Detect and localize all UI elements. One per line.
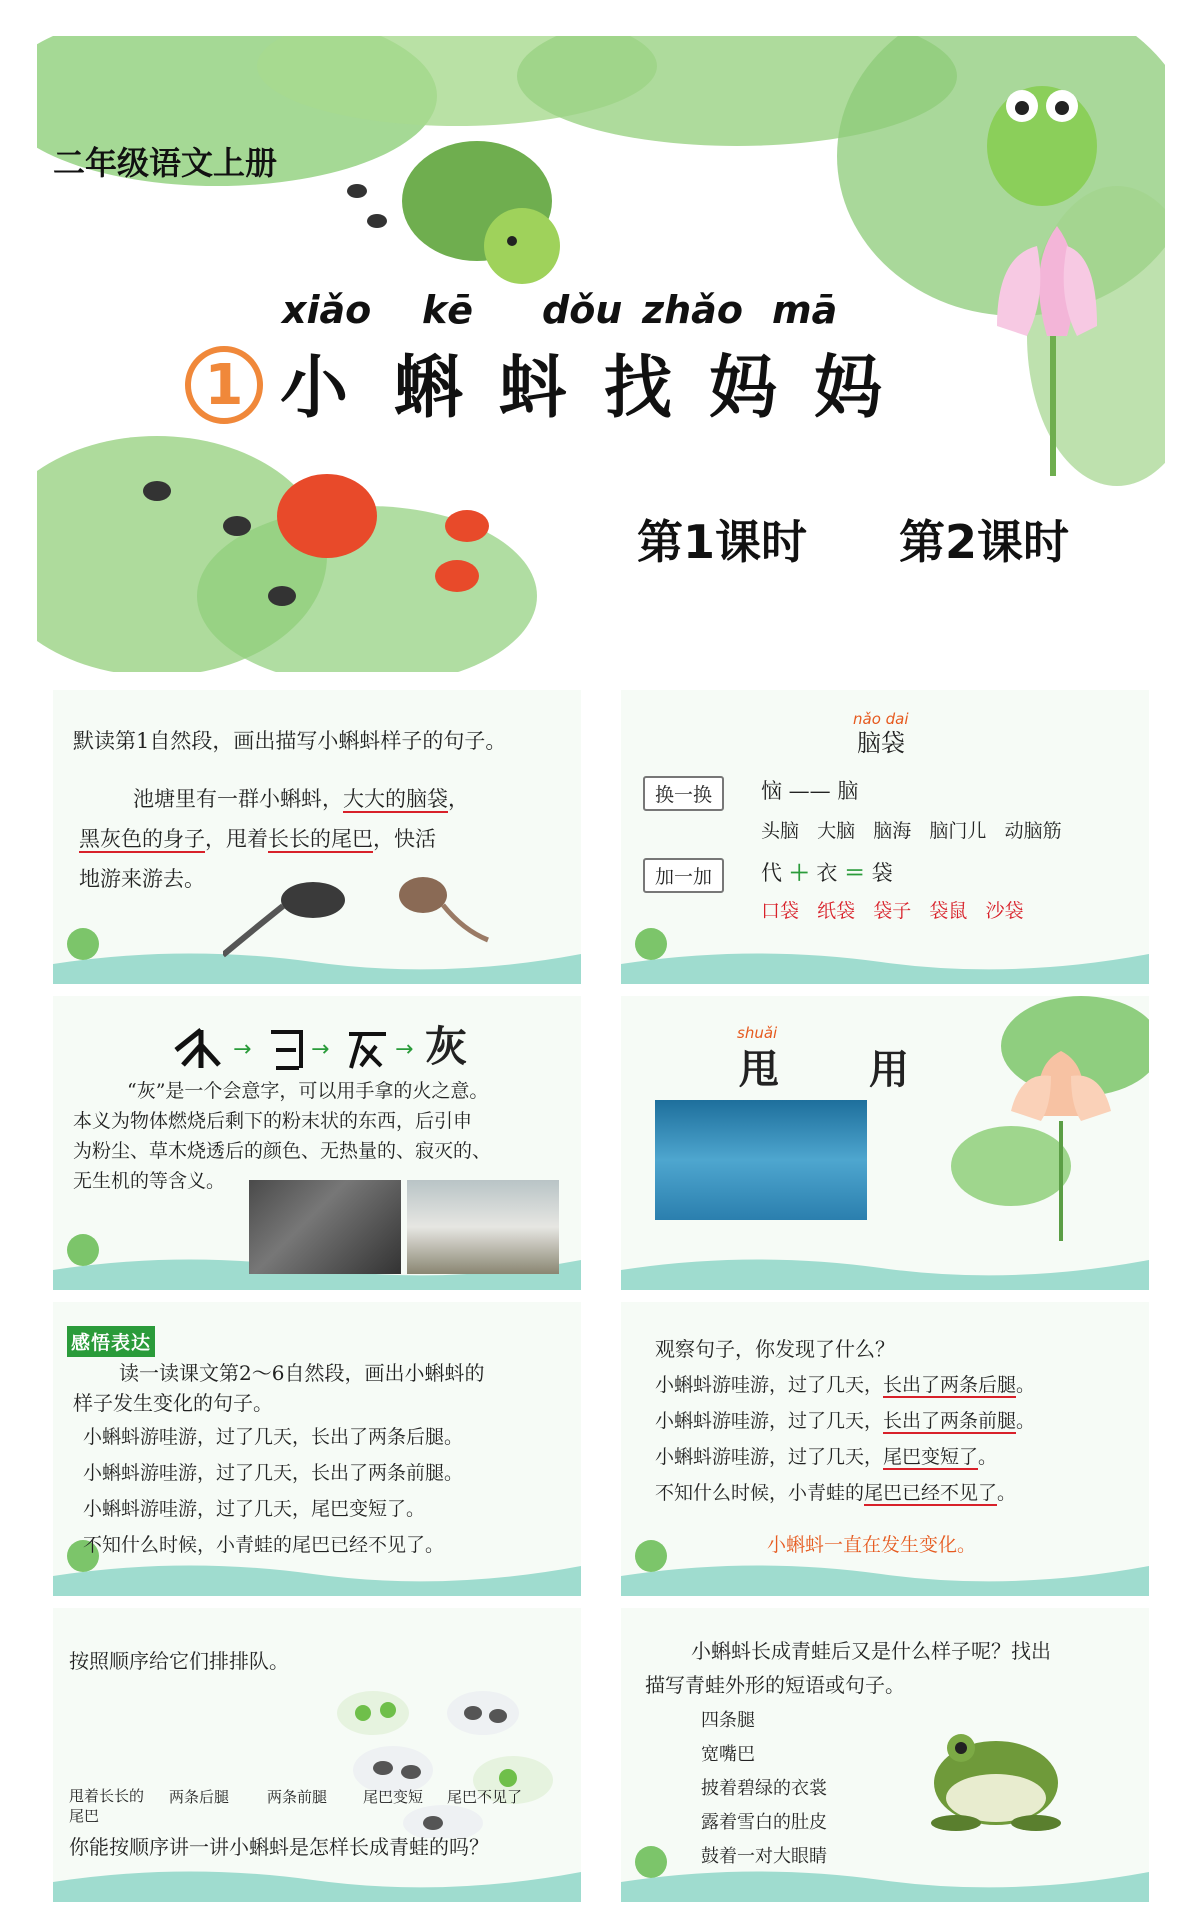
lesson-2-link[interactable]: 第2课时: [899, 515, 1070, 569]
paragraph-line-3: 地游来游去。: [79, 867, 205, 891]
add-label: 加一加: [643, 858, 724, 893]
frog-item-1: 四条腿: [701, 1710, 755, 1731]
char-shuai: 甩: [739, 1046, 779, 1093]
stage-label-1: 甩着长长的尾巴: [69, 1787, 145, 1825]
frog-question-1: 小蝌蚪长成青蛙后又是什么样子呢？找出: [691, 1639, 1051, 1663]
slide-word-naodai: [621, 690, 1149, 984]
stage-label-3: 两条前腿: [267, 1788, 328, 1806]
ash-photo: [249, 1180, 401, 1274]
swap-label: 换一换: [643, 776, 724, 811]
frog-photo: [921, 1718, 1071, 1838]
svg-text:→: →: [233, 1037, 252, 1062]
hero-cover: [37, 36, 1165, 672]
stage-label-2: 两条后腿: [169, 1788, 230, 1806]
sentence-1: 小蝌蚪游哇游，过了几天，长出了两条后腿。: [83, 1426, 464, 1448]
pinyin-xiao: xiǎo: [282, 288, 372, 332]
title-char-3: 蚪: [499, 348, 568, 428]
char-yong: 用: [869, 1046, 909, 1093]
frog-item-4: 露着雪白的肚皮: [701, 1812, 827, 1833]
word: 脑袋: [857, 729, 905, 757]
observe-line-2: 小蝌蚪游哇游，过了几天，长出了两条前腿。: [655, 1410, 1036, 1432]
lesson-1-link[interactable]: 第1课时: [637, 515, 808, 569]
stage-label-4: 尾巴变短: [363, 1788, 424, 1806]
slide-feel-express: [53, 1302, 581, 1596]
explain-line-3: 为粉尘、草木烧透后的颜色、无热量的、寂灭的、: [73, 1140, 492, 1162]
tadpole-photo: [223, 870, 493, 960]
frog-item-5: 鼓着一对大眼睛: [701, 1846, 827, 1867]
svg-text:→: →: [311, 1037, 330, 1062]
section-badge: 感悟表达: [67, 1326, 155, 1357]
intro-line-2: 样子发生变化的句子。: [73, 1391, 273, 1415]
pinyin-ke: kē: [422, 288, 474, 332]
lotus-illustration: [951, 996, 1149, 1246]
swap-rule: 恼 —— 脑: [761, 779, 859, 803]
swap-words: 头脑 大脑 脑海 脑门儿 动脑筋: [761, 820, 1062, 842]
explain-line-1: “灰”是一个会意字，可以用手拿的火之意。: [127, 1080, 489, 1102]
explain-line-2: 本义为物体燃烧后剩下的粉末状的东西，后引申: [73, 1110, 473, 1132]
slide-sequence: [53, 1608, 581, 1902]
observe-line-4: 不知什么时候，小青蛙的尾巴已经不见了。: [655, 1482, 1017, 1504]
observe-line-3: 小蝌蚪游哇游，过了几天，尾巴变短了。: [655, 1446, 998, 1468]
title-char-6: 妈: [814, 348, 883, 428]
word-pinyin: nǎo dai: [853, 710, 909, 728]
lesson-number: 1: [185, 346, 263, 424]
title-char-5: 妈: [709, 348, 778, 428]
water-wave: [621, 924, 1149, 984]
title-char-4: 找: [604, 348, 673, 428]
observe-line-1: 小蝌蚪游哇游，过了几天，长出了两条后腿。: [655, 1374, 1036, 1396]
slide-char-hui: [53, 996, 581, 1290]
add-rule: 代 ＋ 衣 ＝ 袋: [761, 860, 893, 885]
sentence-4: 不知什么时候，小青蛙的尾巴已经不见了。: [83, 1534, 445, 1556]
sequence-instruction: 按照顺序给它们排排队。: [69, 1649, 289, 1673]
swimming-photo: [655, 1100, 867, 1220]
slide-frog-appearance: [621, 1608, 1149, 1902]
paragraph-line-1: 池塘里有一群小蝌蚪，大大的脑袋，: [133, 787, 469, 811]
add-words: 口袋 纸袋 袋子 袋鼠 沙袋: [761, 900, 1024, 922]
title-char-1: 小: [280, 348, 349, 428]
frog-question-2: 描写青蛙外形的短语或句子。: [645, 1673, 905, 1697]
slide-description: [53, 690, 581, 984]
char-pinyin: shuǎi: [737, 1024, 778, 1042]
frog-item-3: 披着碧绿的衣裳: [701, 1778, 827, 1799]
paragraph-line-2: 黑灰色的身子，甩着长长的尾巴，快活: [79, 827, 436, 851]
growth-stages-illustration: [333, 1688, 573, 1838]
observe-question: 观察句子，你发现了什么？: [655, 1337, 895, 1361]
grade-title: 二年级语文上册: [53, 144, 278, 182]
slide-char-shuai: [621, 996, 1149, 1290]
sequence-question: 你能按顺序讲一讲小蝌蚪是怎样长成青蛙的吗？: [69, 1835, 489, 1859]
char-hui: 灰: [425, 1022, 468, 1071]
conclusion: 小蝌蚪一直在发生变化。: [767, 1534, 977, 1556]
explain-line-4: 无生机的等含义。: [73, 1170, 226, 1192]
sentence-3: 小蝌蚪游哇游，过了几天，尾巴变短了。: [83, 1498, 426, 1520]
pinyin-dou: dǒu: [542, 288, 623, 332]
stage-label-5: 尾巴不见了: [447, 1788, 523, 1806]
pinyin-ma: mā: [772, 288, 838, 332]
title-char-2: 蝌: [394, 348, 463, 428]
svg-text:→: →: [395, 1037, 414, 1062]
instruction: 默读第1自然段，画出描写小蝌蚪样子的句子。: [73, 729, 507, 753]
pinyin-zhao: zhǎo: [642, 288, 743, 332]
sentence-2: 小蝌蚪游哇游，过了几天，长出了两条前腿。: [83, 1462, 464, 1484]
frog-item-2: 宽嘴巴: [701, 1744, 755, 1765]
slide-observe: [621, 1302, 1149, 1596]
dust-photo: [407, 1180, 559, 1274]
intro-line-1: 读一读课文第2～6自然段，画出小蝌蚪的: [119, 1361, 485, 1385]
